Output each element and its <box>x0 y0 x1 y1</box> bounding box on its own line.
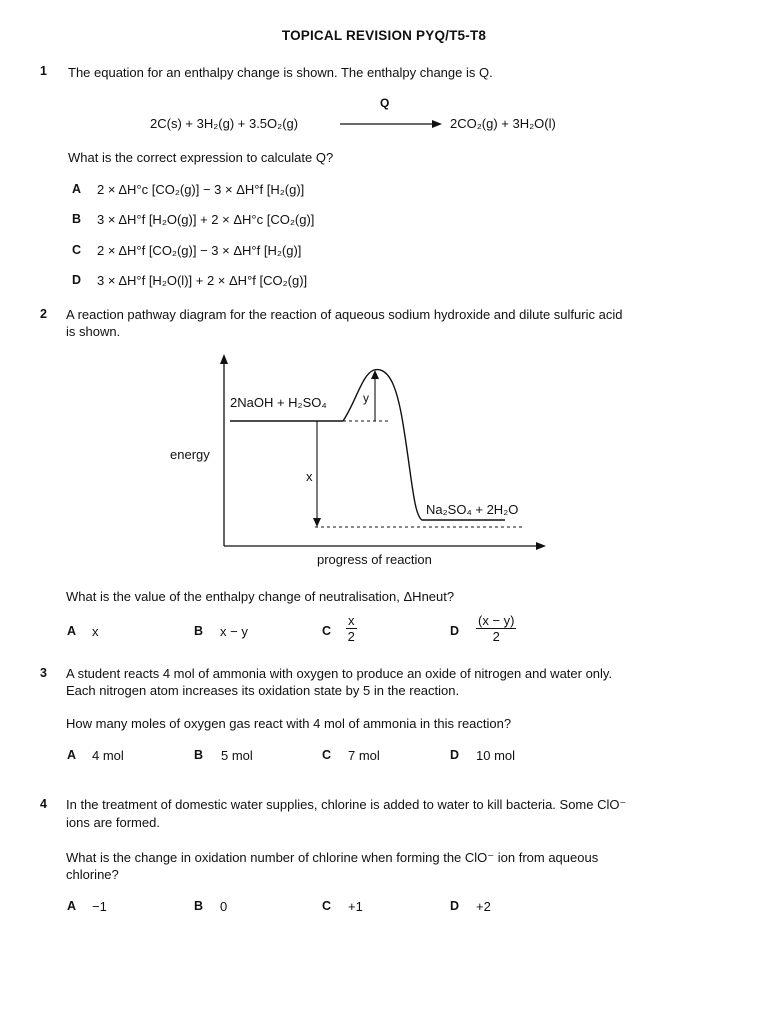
question-4-prompt-line1: What is the change in oxidation number of chlorine when forming the ClO⁻ ion from aqueous <box>66 850 599 865</box>
q4-option-c-text[interactable]: +1 <box>348 899 363 914</box>
q4-option-b-text[interactable]: 0 <box>220 899 228 914</box>
question-4-number: 4 <box>40 797 47 811</box>
q4-option-a-text[interactable]: −1 <box>92 899 107 914</box>
q4-option-d-text[interactable]: +2 <box>476 899 491 914</box>
progress-axis-label: progress of reaction <box>317 552 432 567</box>
q4-option-b-letter[interactable]: B <box>194 899 204 913</box>
q3-option-a-letter[interactable]: A <box>67 748 77 762</box>
question-1-prompt: What is the correct expression to calculate Q? <box>68 150 334 165</box>
products-label: Na₂SO₄ + 2H₂O <box>426 502 519 517</box>
q3-option-d-letter[interactable]: D <box>450 748 460 762</box>
q4-option-d-letter[interactable]: D <box>450 899 460 913</box>
q2-option-d-fraction[interactable] <box>476 614 516 644</box>
energy-axis-label: energy <box>170 447 210 462</box>
q1-option-c-letter[interactable]: C <box>72 243 82 257</box>
equation-left: 2C(s) + 3H₂(g) + 3.5O₂(g) <box>150 116 299 131</box>
q2-option-a-letter[interactable]: A <box>67 624 77 638</box>
q1-option-a-letter[interactable]: A <box>72 182 82 196</box>
q3-option-b-text[interactable]: 5 mol <box>221 748 253 763</box>
x-label: x <box>306 469 313 484</box>
equation-right: 2CO₂(g) + 3H₂O(l) <box>450 116 556 131</box>
question-3-number: 3 <box>40 666 47 680</box>
q4-option-c-letter[interactable]: C <box>322 899 332 913</box>
q2-option-c-denominator: 2 <box>347 629 355 644</box>
q3-option-d-text[interactable]: 10 mol <box>476 748 516 763</box>
q2-option-c-numerator: x <box>348 613 355 628</box>
question-3-prompt: How many moles of oxygen gas react with 4 mol of ammonia in this reaction? <box>66 716 512 731</box>
q1-option-d-text[interactable]: 3 × ΔH°f [H₂O(l)] + 2 × ΔH°f [CO₂(g)] <box>97 273 308 288</box>
q2-option-c-fraction[interactable] <box>346 614 357 644</box>
q1-option-d-letter[interactable]: D <box>72 273 82 287</box>
question-2-stem-line1: A reaction pathway diagram for the reaction of aqueous sodium hydroxide and dilute sulfuric acid <box>66 307 623 322</box>
equation-arrow-label: Q <box>380 96 390 110</box>
question-4-prompt-line2: chlorine? <box>66 867 119 882</box>
q3-option-c-text[interactable]: 7 mol <box>348 748 380 763</box>
q2-option-c-letter[interactable]: C <box>322 624 332 638</box>
q1-option-c-text[interactable]: 2 × ΔH°f [CO₂(g)] − 3 × ΔH°f [H₂(g)] <box>97 243 302 258</box>
q2-option-b-text[interactable]: x − y <box>220 624 248 639</box>
q4-option-a-letter[interactable]: A <box>67 899 77 913</box>
q2-option-a-text[interactable]: x <box>92 624 99 639</box>
equation-arrow <box>340 117 442 131</box>
q1-option-b-text[interactable]: 3 × ΔH°f [H₂O(g)] + 2 × ΔH°c [CO₂(g)] <box>97 212 315 227</box>
q3-option-a-text[interactable]: 4 mol <box>92 748 124 763</box>
q2-option-d-denominator: 2 <box>492 629 500 644</box>
q2-option-d-letter[interactable]: D <box>450 624 460 638</box>
page-title: TOPICAL REVISION PYQ/T5-T8 <box>281 28 487 43</box>
question-1-stem: The equation for an enthalpy change is shown. The enthalpy change is Q. <box>68 65 493 80</box>
question-2-stem-line2: is shown. <box>66 324 121 339</box>
question-4-stem-line1: In the treatment of domestic water supplies, chlorine is added to water to kill bacteria. Some ClO⁻ <box>66 797 627 812</box>
reaction-pathway-diagram <box>160 350 560 575</box>
question-2-number: 2 <box>40 307 47 321</box>
question-2-prompt: What is the value of the enthalpy change of neutralisation, ΔHneut? <box>66 589 455 604</box>
q1-option-b-letter[interactable]: B <box>72 212 82 226</box>
q2-option-b-letter[interactable]: B <box>194 624 204 638</box>
question-3-stem-line2: Each nitrogen atom increases its oxidation state by 5 in the reaction. <box>66 683 460 698</box>
question-4-stem-line2: ions are formed. <box>66 815 160 830</box>
reactants-label: 2NaOH + H₂SO₄ <box>230 395 327 410</box>
y-label: y <box>363 391 369 405</box>
q3-option-c-letter[interactable]: C <box>322 748 332 762</box>
question-1-number: 1 <box>40 64 47 78</box>
q3-option-b-letter[interactable]: B <box>194 748 204 762</box>
q2-option-d-numerator: (x − y) <box>478 613 515 628</box>
question-3-stem-line1: A student reacts 4 mol of ammonia with oxygen to produce an oxide of nitrogen and water only. <box>66 666 613 681</box>
q1-option-a-text[interactable]: 2 × ΔH°c [CO₂(g)] − 3 × ΔH°f [H₂(g)] <box>97 182 305 197</box>
